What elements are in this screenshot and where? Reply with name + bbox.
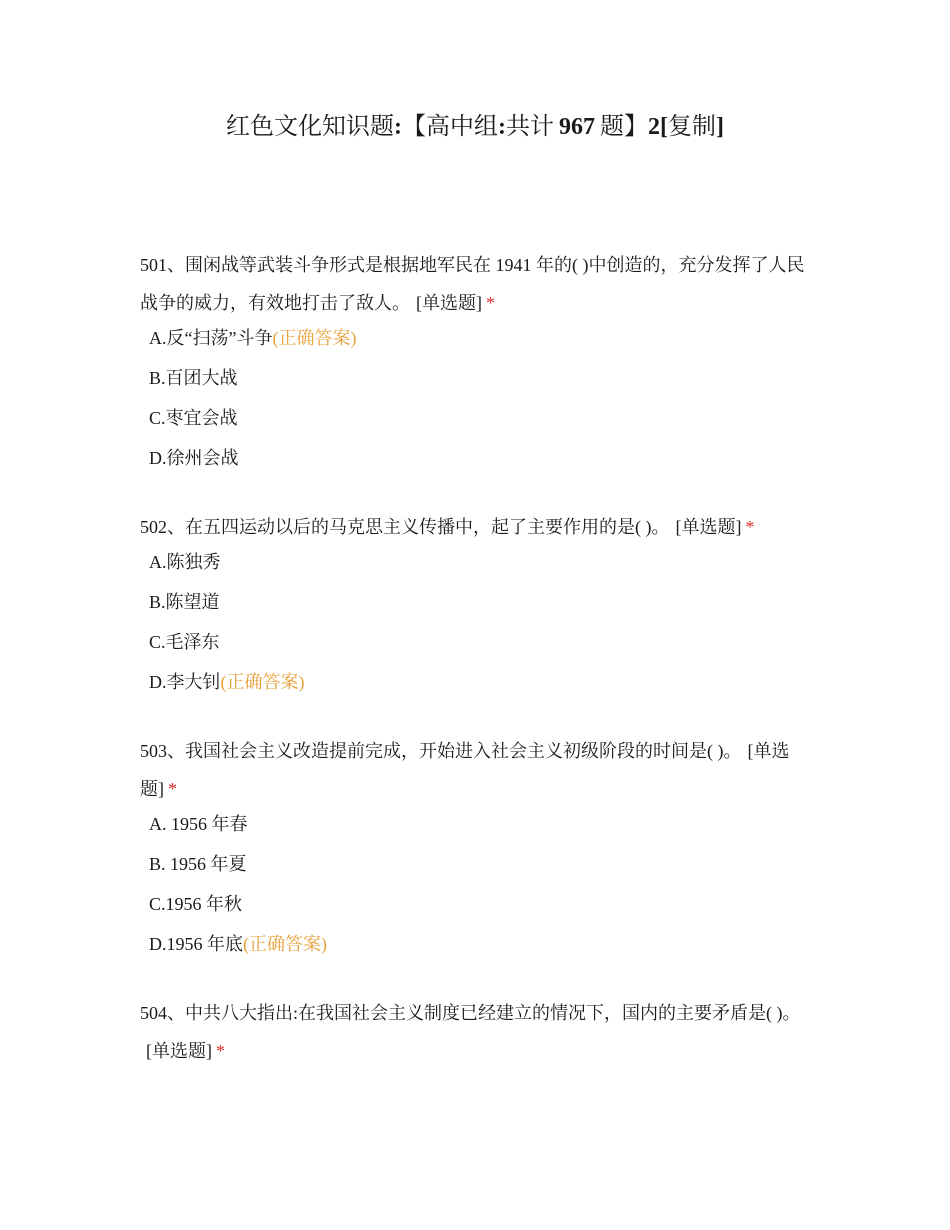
title-colon2: : [498, 114, 506, 140]
question-type-tag: [单选题] [146, 1041, 212, 1061]
question-type-tag: [单选题] [675, 517, 742, 537]
option-label: A.反“扫荡”斗争 [149, 328, 273, 348]
option-label: C.毛泽东 [149, 632, 220, 652]
title-part1: 红色文化知识题 [226, 114, 394, 140]
option-label: D.李大钊 [149, 672, 221, 692]
question-text [140, 994, 815, 1070]
question-503 [140, 732, 815, 972]
required-mark: * [745, 517, 755, 537]
required-mark: * [168, 779, 177, 799]
option-d[interactable] [140, 932, 815, 972]
option-a[interactable] [140, 812, 815, 852]
question-501 [140, 246, 815, 486]
option-label: A. 1956 年春 [149, 814, 248, 834]
option-d[interactable] [140, 446, 815, 486]
title-part4: 题】 [600, 114, 648, 140]
title-part5: 复制 [668, 114, 716, 140]
required-mark: * [216, 1041, 225, 1061]
question-text [140, 508, 815, 546]
option-a[interactable] [140, 550, 815, 590]
question-501-text: 501、围闲战等武装斗争形式是根据地军民在 1941 年的( )中创造的，充分发挥了人民战争的威力，有效地打击了敌人。 [140, 255, 805, 313]
correct-answer-label: (正确答案) [243, 934, 327, 954]
question-502 [140, 508, 815, 710]
option-a[interactable] [140, 326, 815, 366]
title-num: 2[ [648, 114, 668, 140]
question-list [140, 246, 815, 1092]
option-d[interactable] [140, 670, 815, 710]
option-c[interactable] [140, 630, 815, 670]
option-label: C.枣宜会战 [149, 408, 238, 428]
title-close: ] [716, 114, 724, 140]
option-label: B.陈望道 [149, 592, 220, 612]
question-type-tag: [单选题] [140, 741, 790, 799]
correct-answer-label: (正确答案) [220, 672, 305, 692]
required-mark: * [486, 293, 495, 313]
title-count: 967 [559, 114, 595, 140]
question-text [140, 246, 815, 322]
title-colon1: : [394, 114, 402, 140]
option-label: D.1956 年底 [149, 934, 243, 954]
correct-answer-label: (正确答案) [272, 328, 357, 348]
question-503-text: 503、我国社会主义改造提前完成，开始进入社会主义初级阶段的时间是( )。 [140, 741, 742, 761]
page-title [0, 110, 950, 144]
option-c[interactable] [140, 406, 815, 446]
option-label: B. 1956 年夏 [149, 854, 247, 874]
question-502-text: 502、在五四运动以后的马克思主义传播中，起了主要作用的是( )。 [140, 517, 670, 537]
option-b[interactable] [140, 590, 815, 630]
title-part3: 共计 [506, 114, 554, 140]
option-label: D.徐州会战 [149, 448, 239, 468]
title-part2: 【高中组 [402, 114, 498, 140]
option-label: A.陈独秀 [149, 552, 221, 572]
question-504 [140, 994, 815, 1070]
question-504-text: 504、中共八大指出:在我国社会主义制度已经建立的情况下，国内的主要矛盾是( )。 [140, 1003, 801, 1023]
option-b[interactable] [140, 366, 815, 406]
option-c[interactable] [140, 892, 815, 932]
option-label: C.1956 年秋 [149, 894, 243, 914]
question-text [140, 732, 815, 808]
option-b[interactable] [140, 852, 815, 892]
option-label: B.百团大战 [149, 368, 238, 388]
question-type-tag: [单选题] [416, 293, 482, 313]
